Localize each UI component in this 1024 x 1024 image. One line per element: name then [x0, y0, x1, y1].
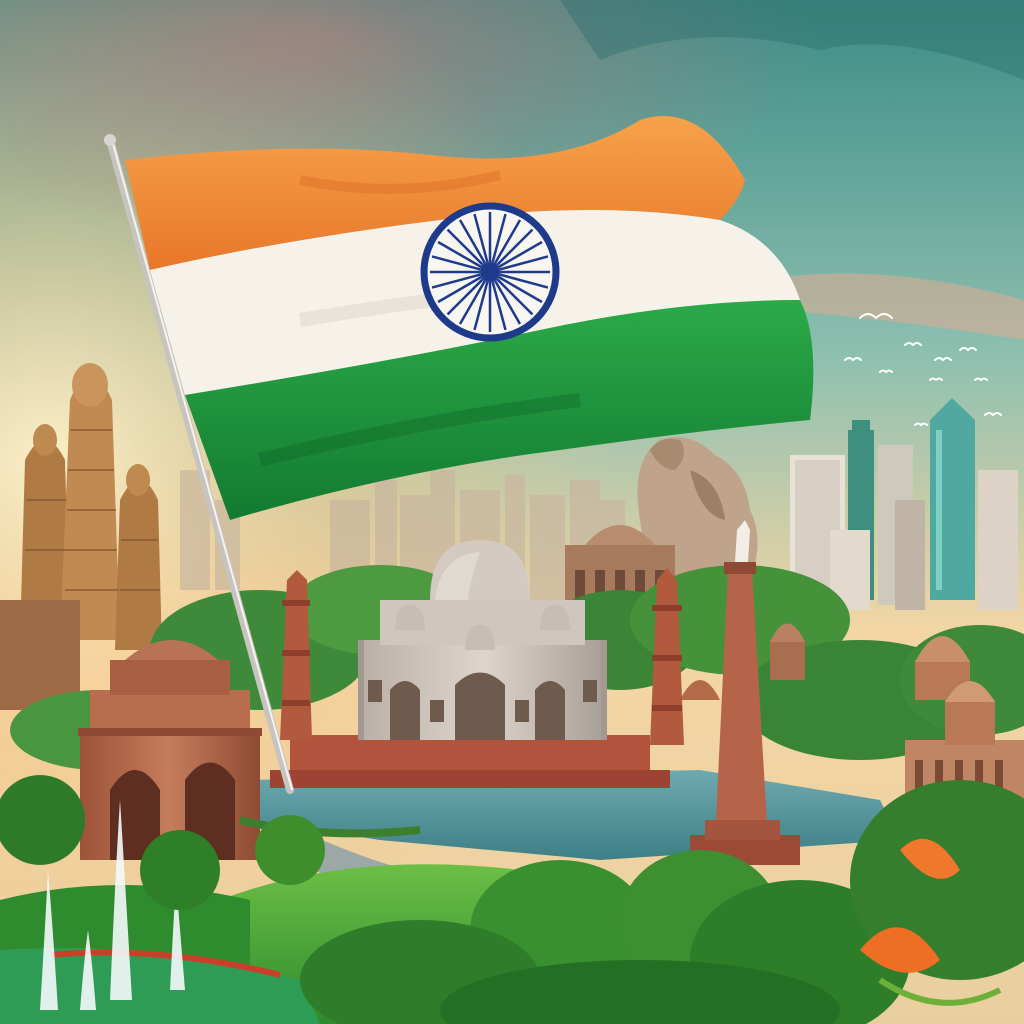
ashoka-chakra	[424, 206, 556, 338]
